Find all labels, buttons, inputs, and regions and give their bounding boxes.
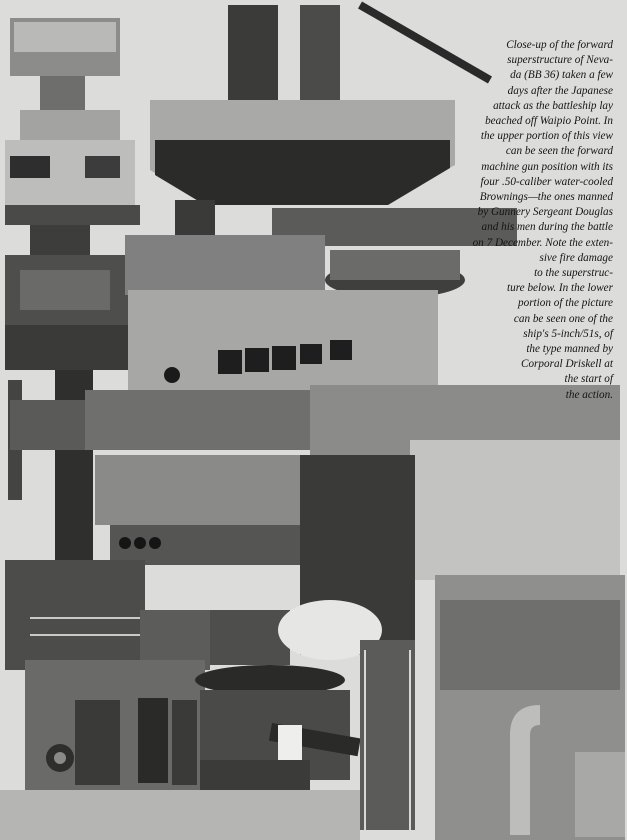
caption-line: four .50-caliber water-cooled	[480, 175, 613, 188]
caption-line: Close-up of the forward	[506, 39, 613, 51]
caption-line: superstructure of Neva-	[507, 54, 613, 67]
caption-line: ture below. In the lower	[507, 282, 613, 295]
caption-line: on 7 December. Note the exten-	[472, 236, 613, 249]
caption-line: to the superstruc-	[534, 267, 613, 280]
caption-line: Brownings—the ones manned	[479, 191, 613, 204]
caption-line: sive fire damage	[539, 251, 613, 264]
caption-line: the upper portion of this view	[480, 130, 613, 143]
caption-line: Corporal Driskell at	[521, 358, 613, 371]
caption-line: machine gun position with its	[481, 160, 613, 173]
caption-line: beached off Waipio Point. In	[485, 115, 613, 128]
caption-line: attack as the battleship lay	[493, 99, 613, 112]
lower-deck	[0, 560, 625, 840]
caption-line: the type manned by	[526, 343, 613, 356]
caption-line: by Gunnery Sergeant Douglas	[477, 206, 613, 219]
caption-line: the start of	[564, 373, 613, 386]
caption-line: da (BB 36) taken a few	[510, 69, 613, 82]
caption-line: portion of the picture	[518, 297, 613, 310]
caption-line: and his men during the battle	[481, 221, 613, 234]
caption-line: the action.	[565, 388, 613, 401]
caption-line: days after the Japanese	[507, 84, 613, 97]
caption-line: can be seen one of the	[513, 312, 613, 325]
photo-caption	[303, 38, 613, 403]
caption-line: can be seen the forward	[505, 145, 613, 158]
caption-line: ship's 5-inch/51s, of	[523, 327, 613, 340]
